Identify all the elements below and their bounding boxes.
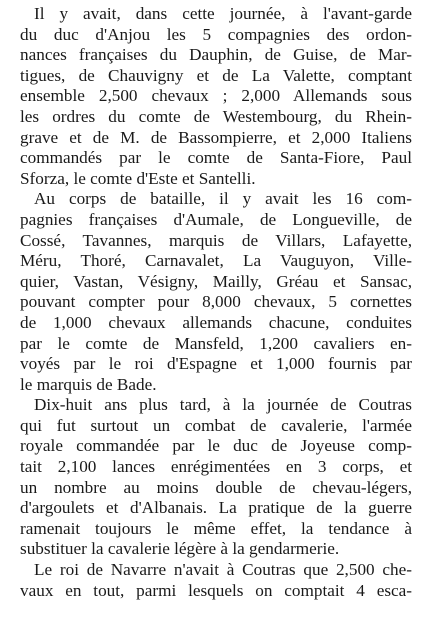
text-line: ensemble 2,500 chevaux ; 2,000 Allemands sous xyxy=(20,86,412,106)
page-text xyxy=(20,4,412,601)
text-line: par le comte de Mansfeld, 1,200 cavaliers en- xyxy=(20,333,412,353)
text-line: le marquis de Bade. xyxy=(20,374,157,394)
text-line: un nombre au moins double de chevau-légers, xyxy=(20,477,412,497)
text-line: commandés par le comte de Santa-Fiore, Paul xyxy=(20,148,412,168)
paragraph-roi-de-navarre xyxy=(20,560,412,601)
text-line: nances françaises du Dauphin, de Guise, de Mar- xyxy=(20,45,412,65)
text-line: pouvant compter pour 8,000 chevaux, 5 cornettes xyxy=(20,292,412,312)
text-line: ramenait toujours le même effet, la tendance à xyxy=(20,518,412,538)
text-line: substituer la cavalerie légère à la gendarmerie. xyxy=(20,539,340,559)
text-line: Méru, Thoré, Carnavalet, La Vauguyon, Ville- xyxy=(20,251,412,271)
paragraph-coutras xyxy=(20,395,412,560)
text-line: Sforza, le comte d'Este et Santelli. xyxy=(20,168,256,188)
text-line: grave et de M. de Bassompierre, et 2,000 Italiens xyxy=(20,127,412,147)
text-line: qui fut surtout un combat de cavalerie, l'armée xyxy=(20,415,412,435)
text-line: tait 2,100 lances enrégimentées en 3 corps, et xyxy=(20,457,412,477)
text-line: Dix-huit ans plus tard, à la journée de Coutras xyxy=(34,395,412,415)
text-line: voyés par le roi d'Espagne et 1,000 fournis par xyxy=(20,354,412,374)
text-line: quier, Vastan, Vésigny, Mailly, Gréau et Sansac, xyxy=(20,271,412,291)
paragraph-corps-de-bataille xyxy=(20,189,412,395)
text-line: royale commandée par le duc de Joyeuse comp- xyxy=(20,436,412,456)
text-line: d'argoulets et d'Albanais. La pratique de la guerre xyxy=(20,498,412,518)
text-line: du duc d'Anjou les 5 compagnies des ordon- xyxy=(20,24,412,44)
text-line: Il y avait, dans cette journée, à l'avant-garde xyxy=(34,4,412,23)
text-line: pagnies françaises d'Aumale, de Longueville, de xyxy=(20,209,412,229)
text-line: tigues, de Chauvigny et de La Valette, comptant xyxy=(20,65,412,85)
text-line: vaux en tout, parmi lesquels on comptait 4 esca- xyxy=(20,580,412,600)
paragraph-avant-garde xyxy=(20,4,412,189)
text-line: les ordres du comte de Westembourg, du Rhein- xyxy=(20,106,412,126)
text-line: Le roi de Navarre n'avait à Coutras que 2,500 che- xyxy=(34,560,412,580)
text-line: Au corps de bataille, il y avait les 16 com- xyxy=(34,189,412,209)
text-line: de 1,000 chevaux allemands chacune, conduites xyxy=(20,312,412,332)
text-line: Cossé, Tavannes, marquis de Villars, Lafayette, xyxy=(20,230,412,250)
